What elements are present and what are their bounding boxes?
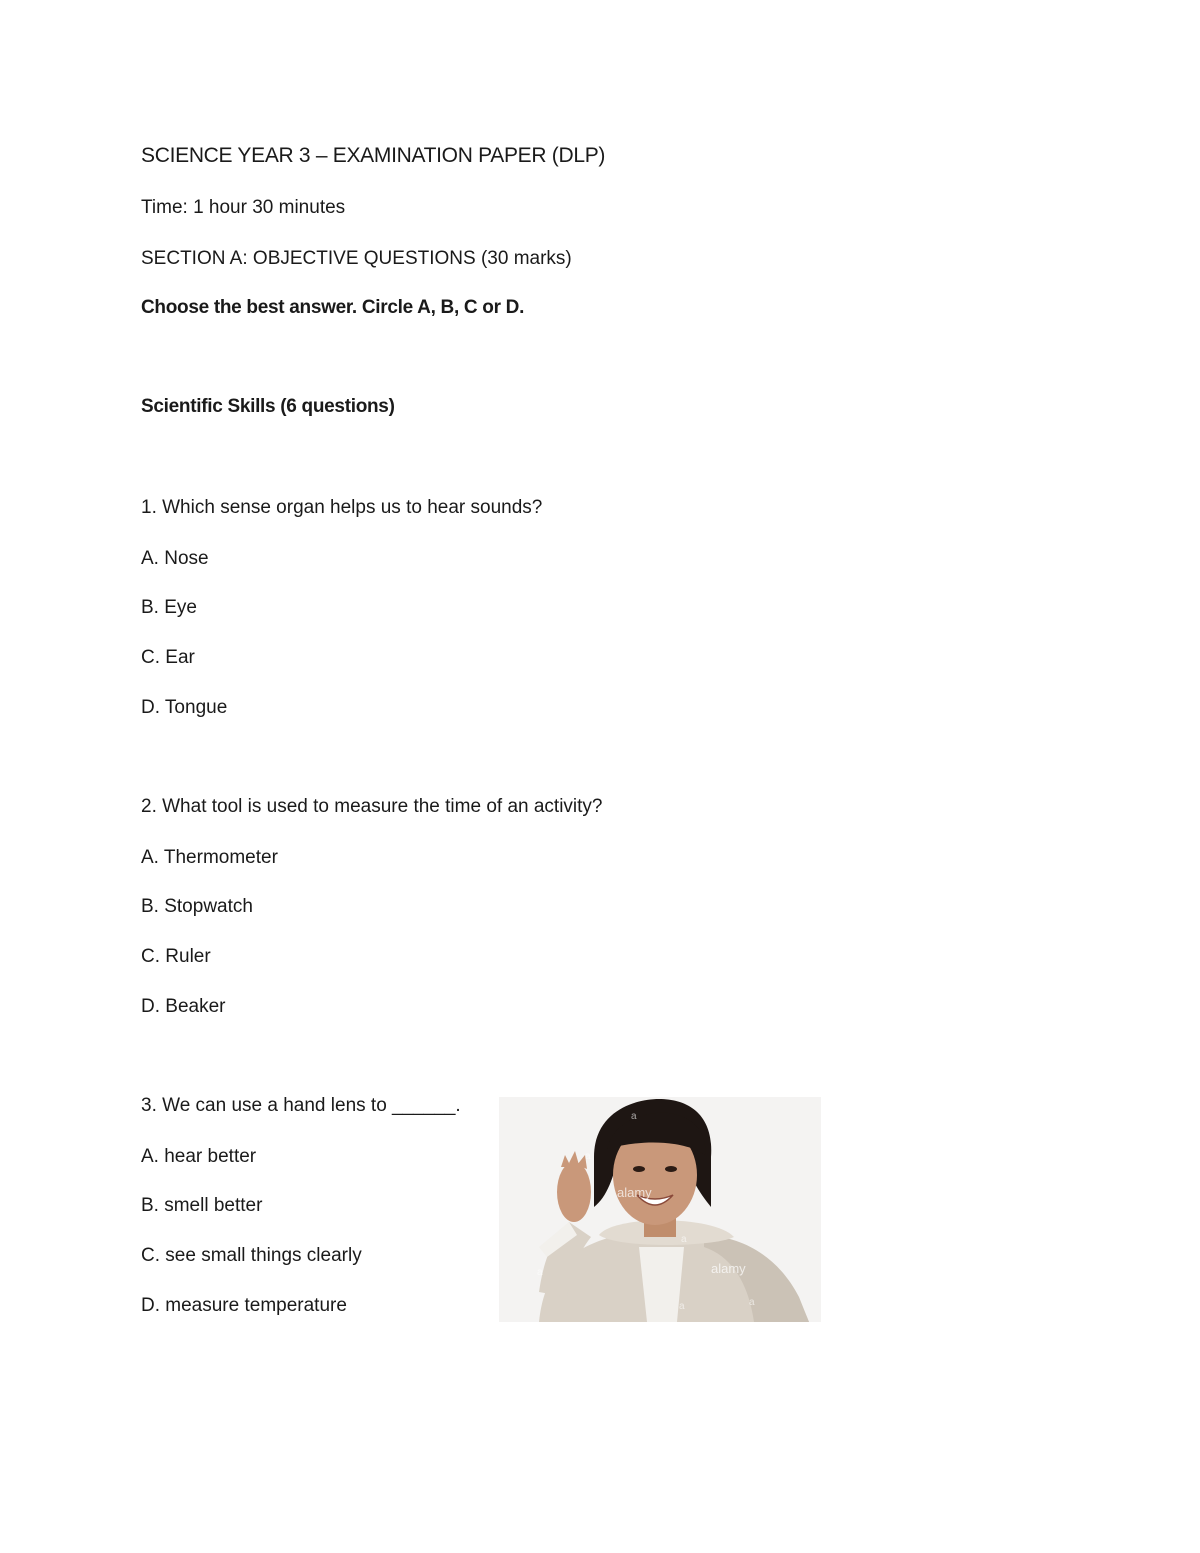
option-a: A. hear better <box>141 1146 257 1167</box>
option-d: D. Tongue <box>141 697 228 718</box>
time-allowed: Time: 1 hour 30 minutes <box>141 197 346 218</box>
watermark-text: alamy <box>711 1261 746 1276</box>
girl-listening-illustration <box>499 1097 821 1322</box>
option-c: C. see small things clearly <box>141 1245 362 1266</box>
section-heading: SECTION A: OBJECTIVE QUESTIONS (30 marks) <box>141 248 572 269</box>
option-c: C. Ear <box>141 647 195 668</box>
question-text: 1. Which sense organ helps us to hear sounds? <box>141 497 543 518</box>
watermark-text: alamy <box>617 1185 652 1200</box>
question-text: 3. We can use a hand lens to ______. <box>141 1095 461 1116</box>
option-a: A. Nose <box>141 548 209 569</box>
question-text: 2. What tool is used to measure the time of an activity? <box>141 796 603 817</box>
svg-text:a: a <box>585 1151 591 1162</box>
option-c: C. Ruler <box>141 946 211 967</box>
subsection-title: Scientific Skills (6 questions) <box>141 396 395 417</box>
option-b: B. Eye <box>141 597 197 618</box>
option-d: D. Beaker <box>141 996 226 1017</box>
svg-text:a: a <box>631 1111 637 1122</box>
option-b: B. Stopwatch <box>141 896 253 917</box>
girl-listening-photo <box>499 1097 821 1322</box>
instruction-text: Choose the best answer. Circle A, B, C or D. <box>141 297 525 318</box>
svg-text:a: a <box>537 1267 543 1278</box>
svg-text:a: a <box>679 1301 685 1312</box>
option-a: A. Thermometer <box>141 847 278 868</box>
exam-title: SCIENCE YEAR 3 – EXAMINATION PAPER (DLP) <box>141 144 606 167</box>
svg-text:a: a <box>681 1234 687 1245</box>
option-b: B. smell better <box>141 1195 263 1216</box>
svg-text:a: a <box>749 1297 755 1308</box>
option-d: D. measure temperature <box>141 1295 347 1316</box>
